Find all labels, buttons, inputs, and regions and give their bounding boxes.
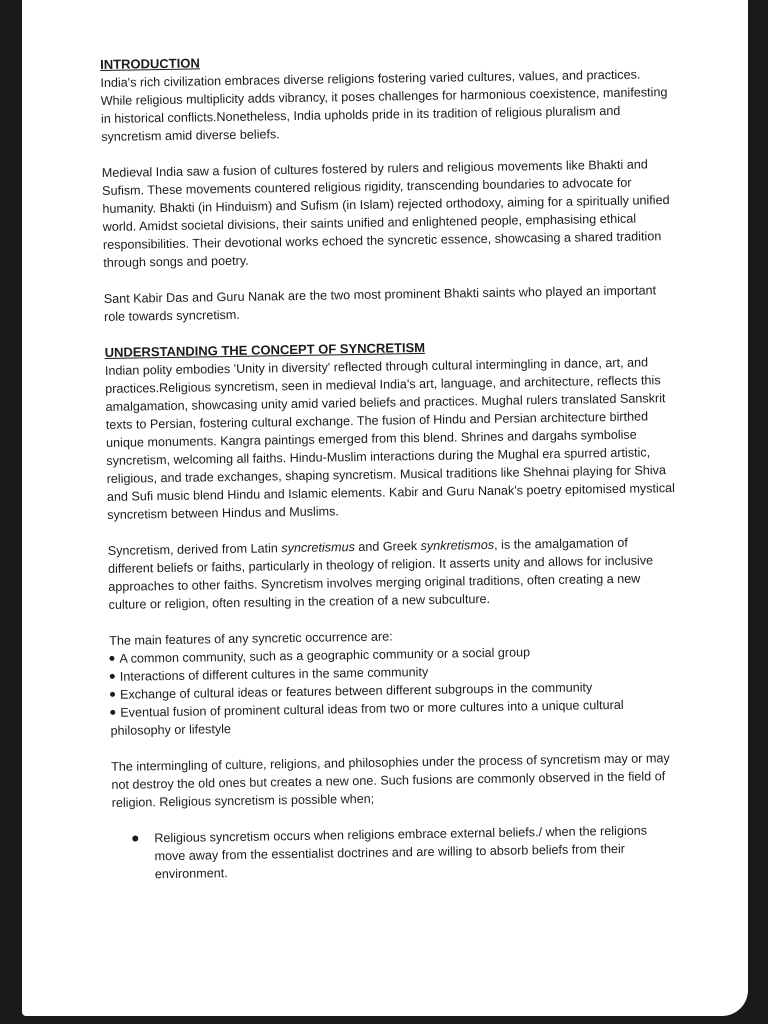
- intro-paragraph-3: Sant Kabir Das and Guru Nanak are the two most prominent Bhakti saints who played an important role towards syncretism.: [103, 283, 657, 324]
- latin-term: syncretismus: [281, 540, 355, 556]
- concept-heading: UNDERSTANDING THE CONCEPT OF SYNCRETISM: [104, 339, 426, 360]
- concept-paragraph-2: Syncretism, derived from Latin syncretismus and Greek synkretismos, is the amalgamation of different beliefs or faiths, particularly in theology of religion. It asserts unity and allows for inclusive approaches to other faiths. Syncretism involves merging original traditions, often creating a new culture or religion, often resulting in the creation of a new subculture.: [107, 535, 654, 612]
- list-item: Religious syncretism occurs when religions embrace external beliefs./ when the religions move away from the essentialist doctrines and are willing to absorb beliefs from their environment.: [132, 821, 681, 884]
- introduction-heading: INTRODUCTION: [100, 55, 200, 72]
- bullet-icon: [110, 710, 115, 715]
- list-item: Interactions of different cultures in the same community: [110, 659, 678, 686]
- concept-paragraph-1: Indian polity embodies 'Unity in diversity' reflected through cultural intermingling in dance, art, and practices.Religious syncretism, seen in medieval India's art, language, and architecture, reflects this amalgamation, showcasing unity amid varied beliefs and practices. Mughal rulers translated Sanskrit texts to Persian, fostering cultural exchange. The fusion of Hindu and Persian architecture birthed unique monuments. Kangra paintings emerged from this blend. Shrines and dargahs symbolise syncretism, welcoming all faiths. Hindu-Muslim interactions during the Mughal era spurred artistic, religious, and trade exchanges, shaping syncretism. Musical traditions like Shehnai playing for Shiva and Sufi music blend Hindu and Islamic elements. Kabir and Guru Nanak's poetry epitomised mystical syncretism between Hindus and Muslims.: [104, 355, 675, 522]
- bullet-icon: [109, 656, 114, 661]
- features-intro: The main features of any syncretic occurrence are:: [109, 629, 393, 648]
- list-item: A common community, such as a geographic community or a social group: [109, 641, 677, 668]
- conditions-list: [112, 821, 681, 884]
- bullet-icon: [110, 674, 115, 679]
- concept-paragraph-3: The intermingling of culture, religions, and philosophies under the process of syncretism may or may not destroy the old ones but creates a new one. Such fusions are commonly observed in the field of religion. Religious syncretism is possible when;: [111, 751, 670, 810]
- list-item: Eventual fusion of prominent cultural ideas from two or more cultures into a unique cultural philosophy or lifestyle: [110, 697, 624, 738]
- bullet-icon: [132, 835, 138, 841]
- features-list: [109, 641, 678, 740]
- list-item: Exchange of cultural ideas or features between different subgroups in the community: [110, 677, 678, 704]
- greek-term: synkretismos: [420, 537, 495, 554]
- intro-paragraph-1: India's rich civilization embraces diverse religions fostering varied cultures, values, and practices. While religious multiplicity adds vibrancy, it poses challenges for harmonious coexistence, manifesting in historical conflicts.Nonetheless, India upholds pride in its tradition of religious pluralism and syncretism amid diverse beliefs.: [100, 67, 668, 144]
- document-content: [100, 47, 681, 884]
- bullet-icon: [110, 692, 115, 697]
- intro-paragraph-2: Medieval India saw a fusion of cultures fostered by rulers and religious movements like Bhakti and Sufism. These movements countered religious rigidity, transcending boundaries to advocate for humanity. Bhakti (in Hinduism) and Sufism (in Islam) rejected orthodoxy, aiming for a spiritually unified world. Amidst societal divisions, their saints unified and enlightened people, emphasising ethical responsibilities. Their devotional works echoed the syncretic essence, showcasing a shared tradition through songs and poetry.: [101, 157, 670, 270]
- document-page: [22, 0, 748, 1016]
